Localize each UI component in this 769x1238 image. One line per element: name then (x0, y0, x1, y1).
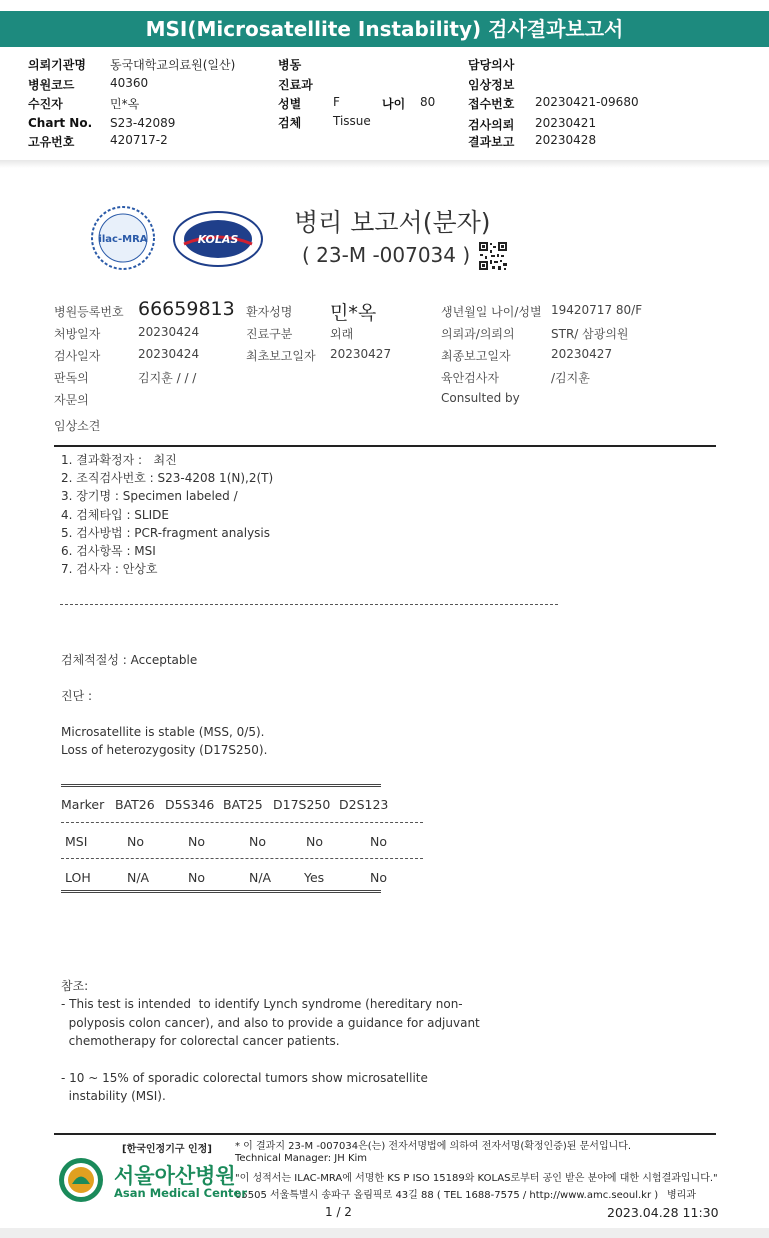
footer-line: Technical Manager: JH Kim (235, 1153, 368, 1164)
table-cell: N/A (127, 870, 150, 885)
header-label: 성별 (278, 97, 302, 111)
info-label: 판독의 (54, 371, 89, 385)
table-cell: MSI (65, 834, 88, 849)
header-label: 검사의뢰 (468, 118, 515, 132)
table-bottom-rule (61, 890, 381, 893)
header-value: 80 (420, 95, 436, 109)
info-value: 20230424 (138, 325, 200, 339)
qr-code-icon (478, 241, 508, 271)
header-value: Tissue (333, 114, 371, 128)
report-number: ( 23-M -007034 ) (302, 243, 471, 267)
footer-line: * 이 결과지 23-M -007034은(는) 전자서명법에 의하여 전자서명(확정인증)된 문서입니다. (235, 1141, 632, 1152)
info-label: 육안검사자 (441, 371, 499, 385)
report-item: 7. 검사자 : 안상호 (61, 562, 158, 576)
report-item: 6. 검사항목 : MSI (61, 544, 156, 558)
info-value: STR/ 삼광의원 (551, 327, 629, 341)
page-indicator: 1 / 2 (325, 1205, 352, 1219)
header-value: 40360 (110, 76, 149, 90)
info-label: 임상소견 (54, 419, 101, 433)
diagnosis-line: Microsatellite is stable (MSS, 0/5). (61, 725, 265, 739)
hospital-name: 서울아산병원 (114, 1164, 236, 1188)
table-cell: No (306, 834, 323, 849)
info-label: 의뢰과/의뢰의 (441, 327, 515, 341)
diagnosis-line: Loss of heterozygosity (D17S250). (61, 743, 268, 757)
header-label: 병동 (278, 58, 302, 72)
header-label: 의뢰기관명 (28, 58, 86, 72)
header-label: 병원코드 (28, 78, 75, 92)
diagnosis-label: 진단 : (61, 689, 93, 703)
table-cell: No (249, 834, 266, 849)
note-line: chemotherapy for colorectal cancer patients. (61, 1034, 340, 1048)
note-line: - This test is intended to identify Lynch syndrome (hereditary non- (61, 997, 463, 1011)
info-label: 검사일자 (54, 349, 101, 363)
report-item: 4. 검체타입 : SLIDE (61, 508, 169, 522)
dashed-separator (60, 604, 558, 605)
ilac-logo-text: ilac-MRA (98, 234, 148, 245)
footer-line: "이 성적서는 ILAC-MRA에 서명한 KS P ISO 15189와 KOLAS로부터 공인 받은 분야에 대한 시험결과입니다." (235, 1173, 718, 1184)
table-top-rule (61, 784, 381, 787)
info-label: 최종보고일자 (441, 349, 511, 363)
header-label: Chart No. (28, 116, 93, 130)
notes-label: 참조: (61, 979, 89, 993)
hospital-name-en: Asan Medical Center (114, 1186, 248, 1200)
info-value: 19420717 80/F (551, 303, 643, 317)
info-value: 20230427 (330, 347, 392, 361)
header-value: 20230428 (535, 133, 597, 147)
asan-emblem-icon (58, 1157, 104, 1203)
accreditation-label: [한국인정기구 인정] (122, 1144, 212, 1155)
info-label: 처방일자 (54, 327, 101, 341)
table-cell: No (127, 834, 144, 849)
kolas-logo (172, 210, 264, 268)
info-label: 생년월일 나이/성별 (441, 305, 542, 319)
table-cell: No (188, 834, 205, 849)
header-label: 담당의사 (468, 58, 515, 72)
report-title-bar: MSI(Microsatellite Instability) 검사결과보고서 (0, 11, 769, 47)
table-header: BAT26 (115, 797, 155, 812)
info-value: 외래 (330, 327, 354, 341)
table-row-rule (61, 858, 423, 859)
header-label: 진료과 (278, 78, 313, 92)
specimen-adequacy: 검체적절성 : Acceptable (61, 653, 198, 667)
table-cell: No (188, 870, 205, 885)
info-value: 김지훈 / / / (138, 371, 197, 385)
table-header: D5S346 (165, 797, 215, 812)
table-cell: No (370, 834, 387, 849)
header-value: 동국대학교의료원(일산) (110, 58, 236, 72)
footer-line: 05505 서울특별시 송파구 올림픽로 43길 88 ( TEL 1688-7575 / http://www.amc.seoul.kr ) (235, 1190, 659, 1201)
department-label: 병리과 (667, 1190, 696, 1201)
kolas-logo-text: KOLAS (197, 233, 239, 246)
report-heading: 병리 보고서(분자) (294, 208, 491, 237)
header-label: 고유번호 (28, 135, 75, 149)
info-label: 병원등록번호 (54, 305, 124, 319)
table-header: BAT25 (223, 797, 263, 812)
info-value: 20230427 (551, 347, 613, 361)
report-item: 3. 장기명 : Specimen labeled / (61, 489, 238, 503)
table-header: D17S250 (273, 797, 331, 812)
note-line: polyposis colon cancer), and also to provide a guidance for adjuvant (61, 1016, 480, 1030)
header-value: F (333, 95, 340, 109)
report-item: 2. 조직검사번호 : S23-4208 1(N),2(T) (61, 471, 274, 485)
header-divider (0, 160, 769, 168)
ilac-mra-logo (90, 205, 156, 271)
header-label: 나이 (382, 97, 406, 111)
footer-divider (54, 1133, 716, 1135)
info-label: Consulted by (441, 391, 520, 405)
header-label: 임상정보 (468, 78, 515, 92)
table-header: D2S123 (339, 797, 389, 812)
report-item: 5. 검사방법 : PCR-fragment analysis (61, 526, 271, 540)
info-label: 진료구분 (246, 327, 293, 341)
table-row-rule (61, 822, 423, 823)
registration-number: 66659813 (138, 298, 235, 320)
note-line: - 10 ~ 15% of sporadic colorectal tumors show microsatellite (61, 1071, 428, 1085)
info-label: 환자성명 (246, 305, 293, 319)
header-label: 결과보고 (468, 135, 515, 149)
print-timestamp: 2023.04.28 11:30 (607, 1205, 719, 1220)
header-value: 420717-2 (110, 133, 168, 147)
info-value: /김지훈 (551, 371, 590, 385)
header-value: 민*옥 (110, 97, 140, 111)
header-label: 접수번호 (468, 97, 515, 111)
table-cell: No (370, 870, 387, 885)
table-cell: N/A (249, 870, 272, 885)
header-value: 20230421-09680 (535, 95, 639, 109)
info-label: 최초보고일자 (246, 349, 316, 363)
patient-name: 민*옥 (330, 302, 377, 324)
header-label: 검체 (278, 116, 302, 130)
report-item: 1. 결과확정자 : 최진 (61, 453, 177, 467)
table-header: Marker (61, 797, 105, 812)
table-cell: LOH (65, 870, 91, 885)
header-value: S23-42089 (110, 116, 176, 130)
note-line: instability (MSI). (61, 1089, 166, 1103)
info-value: 20230424 (138, 347, 200, 361)
info-label: 자문의 (54, 393, 89, 407)
table-cell: Yes (304, 870, 325, 885)
section-divider (54, 445, 716, 447)
page-bottom-bar (0, 1228, 769, 1238)
header-value: 20230421 (535, 116, 597, 130)
header-label: 수진자 (28, 97, 63, 111)
